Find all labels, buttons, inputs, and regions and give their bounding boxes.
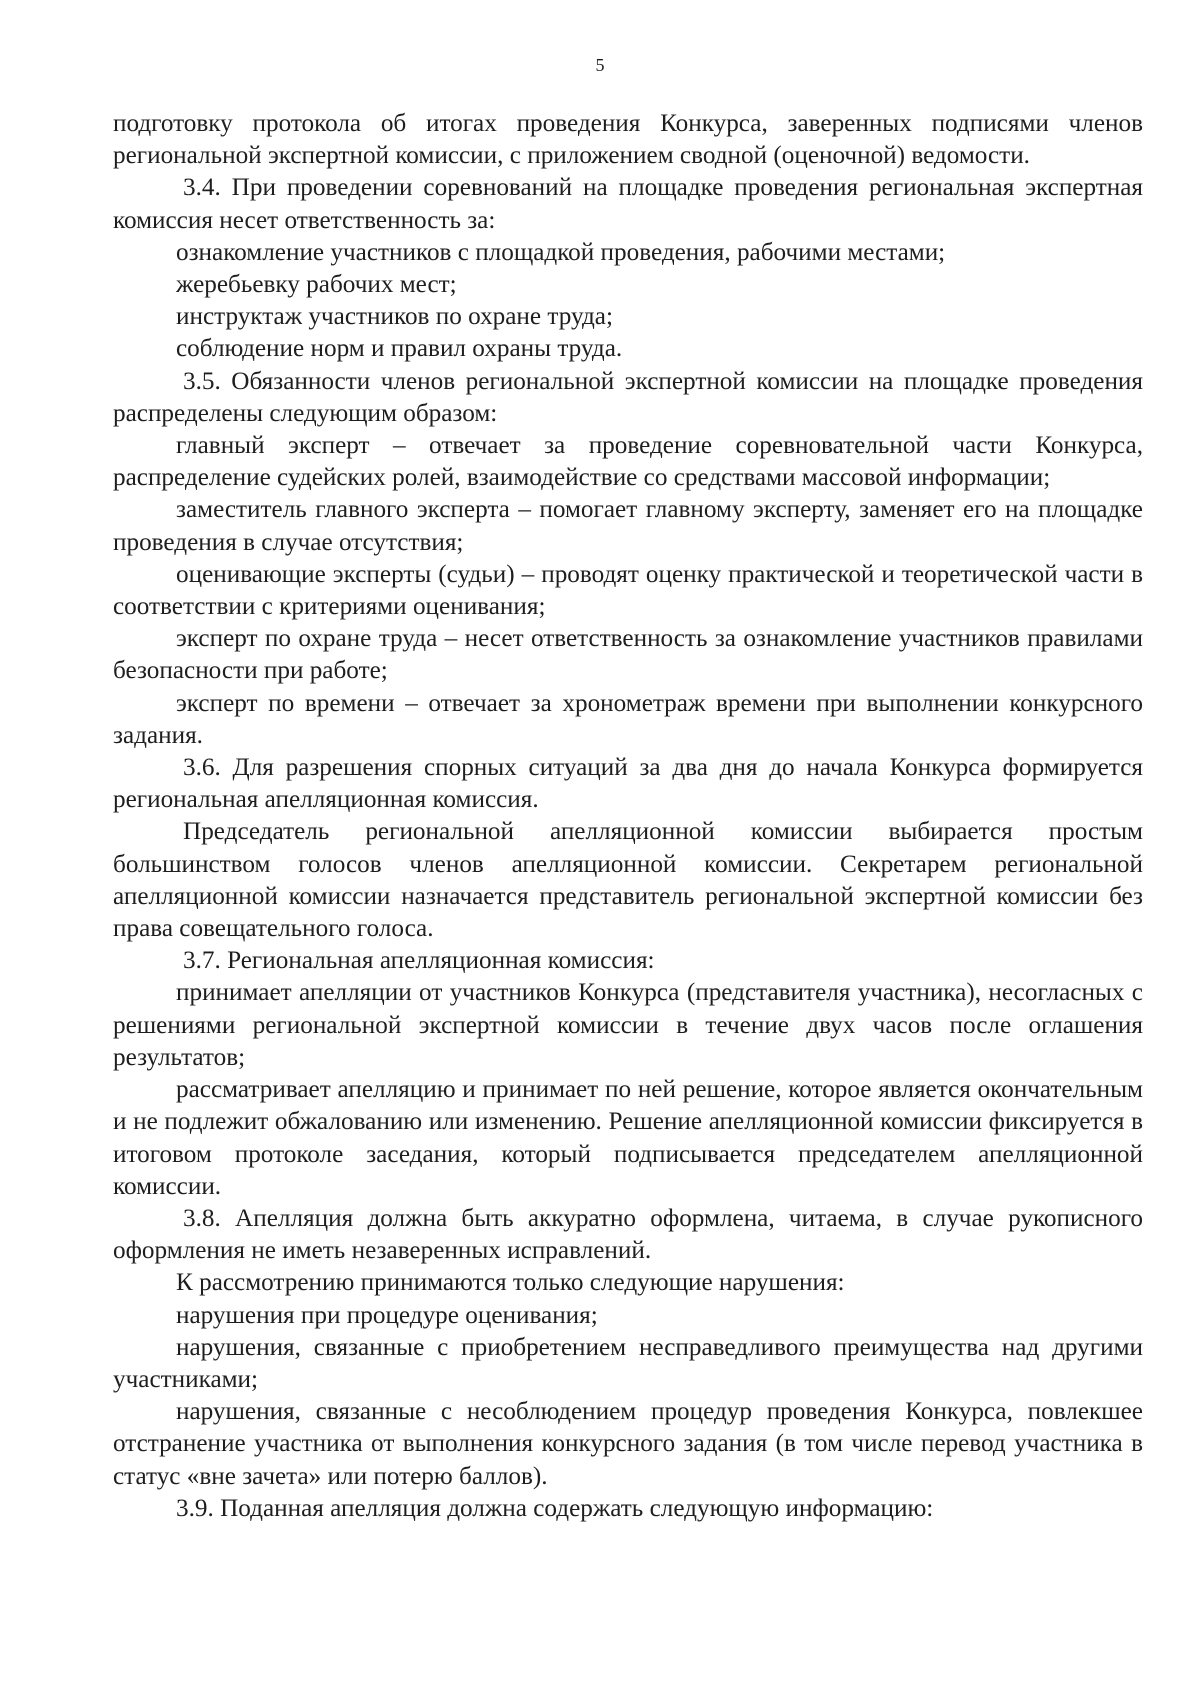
list-item-reviews-appeal: рассматривает апелляцию и принимает по ней решение, которое является окончательным и не подлежит обжалованию или изменению. Решение апелляционной комиссии фиксируется в итоговом протоколе заседания, который подписывается председателем апелляционной комиссии. (113, 1076, 1143, 1200)
paragraph-3-4: 3.4. При проведении соревнований на площадке проведения региональная экспертная комиссия несет ответственность за: (113, 174, 1143, 234)
list-item-time-expert: эксперт по времени – отвечает за хронометраж времени при выполнении конкурсного задания. (113, 689, 1143, 749)
paragraph-3-7: 3.7. Региональная апелляционная комиссия: (183, 947, 655, 975)
paragraph-3-9: 3.9. Поданная апелляция должна содержать следующую информацию: (176, 1494, 934, 1522)
list-item-briefing: инструктаж участников по охране труда; (176, 303, 613, 331)
list-item-safety-compliance: соблюдение норм и правил охраны труда. (176, 335, 623, 363)
list-item-familiarization: ознакомление участников с площадкой проведения, рабочими местами; (176, 238, 946, 266)
list-item-draw: жеребьевку рабочих мест; (176, 271, 457, 299)
paragraph-3-8: 3.8. Апелляция должна быть аккуратно оформлена, читаема, в случае рукописного оформления не иметь незаверенных исправлений. (113, 1204, 1143, 1265)
list-item-evaluation-violations: нарушения при процедуре оценивания; (176, 1301, 598, 1329)
list-item-evaluating-experts: оценивающие эксперты (судьи) – проводят оценку практической и теоретической части в соответствии с критериями оценивания; (113, 560, 1143, 621)
list-item-deputy-chief-expert: заместитель главного эксперта – помогает главному эксперту, заменяет его на площадке проведения в случае отсутствия; (113, 496, 1143, 556)
list-item-accepts-appeals: принимает апелляции от участников Конкурса (представителя участника), несогласных с решениями региональной экспертной комиссии в течение двух часов после оглашения результатов; (113, 979, 1143, 1071)
list-item-chief-expert: главный эксперт – отвечает за проведение соревновательной части Конкурса, распределение судейских ролей, взаимодействие со средствами массовой информации; (113, 432, 1143, 492)
paragraph-3-6: 3.6. Для разрешения спорных ситуаций за два дня до начала Конкурса формируется региональная апелляционная комиссия. (113, 754, 1143, 814)
document-body (113, 108, 1143, 1525)
paragraph-appeal-chair: Председатель региональной апелляционной комиссии выбирается простым большинством голосов членов апелляционной комиссии. Секретарем региональной апелляционной комиссии назначается представитель региональной экспертной комиссии без права совещательного голоса. (113, 818, 1143, 943)
list-item-safety-expert: эксперт по охране труда – несет ответственность за ознакомление участников правилами безопасности при работе; (113, 625, 1143, 685)
page-number: 5 (595, 55, 605, 75)
list-item-procedure-violations: нарушения, связанные с несоблюдением процедур проведения Конкурса, повлекшее отстранение участника от выполнения конкурсного задания (в том числе перевод участника в статус «вне зачета» или потерю баллов). (113, 1398, 1143, 1490)
paragraph-protocol-continuation: подготовку протокола об итогах проведения Конкурса, заверенных подписями членов региональной экспертной комиссии, с приложением сводной (оценочной) ведомости. (113, 110, 1143, 170)
list-item-unfair-advantage: нарушения, связанные с приобретением несправедливого преимущества над другими участниками; (113, 1333, 1143, 1393)
paragraph-3-5: 3.5. Обязанности членов региональной экспертной комиссии на площадке проведения распределены следующим образом: (113, 367, 1143, 427)
paragraph-violations-intro: К рассмотрению принимаются только следующие нарушения: (176, 1269, 845, 1297)
